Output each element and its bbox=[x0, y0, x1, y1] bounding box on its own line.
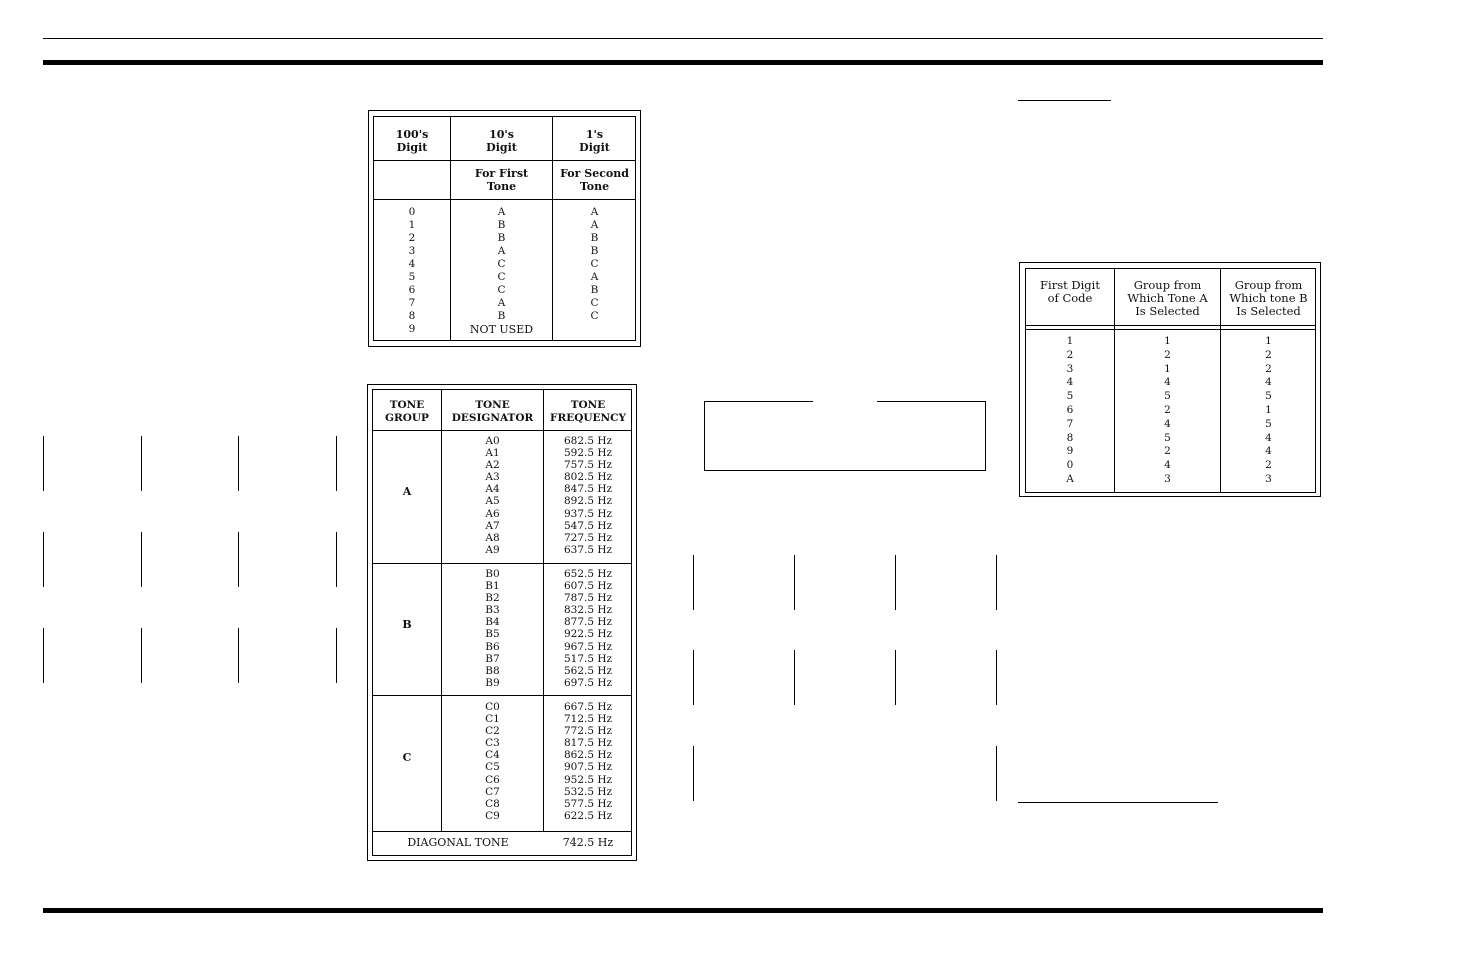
list-item: 4 bbox=[1265, 376, 1272, 389]
list-item: 577.5 Hz bbox=[563, 797, 613, 810]
list-item: A9 bbox=[485, 543, 500, 556]
list-item: 2 bbox=[1164, 348, 1171, 361]
list-item: 967.5 Hz bbox=[563, 640, 613, 653]
list-item: 3 bbox=[408, 245, 416, 257]
list-item: 637.5 Hz bbox=[563, 543, 613, 556]
list-item: B7 bbox=[485, 652, 500, 665]
list-item: 5 bbox=[408, 271, 416, 283]
list-item: A2 bbox=[485, 459, 500, 472]
list-item: B6 bbox=[485, 640, 500, 653]
tone-group-b-label: B bbox=[402, 618, 412, 631]
list-item: 2 bbox=[1164, 403, 1171, 416]
tone-group-c-label: C bbox=[402, 751, 412, 764]
list-item: 727.5 Hz bbox=[563, 531, 613, 544]
list-item: A3 bbox=[485, 471, 500, 484]
list-item: 2 bbox=[1265, 459, 1272, 472]
list-item: 1 bbox=[1265, 335, 1272, 347]
list-item: 757.5 Hz bbox=[563, 459, 613, 472]
list-item: 3 bbox=[1164, 472, 1171, 485]
list-item: C9 bbox=[485, 809, 500, 822]
list-item: B1 bbox=[485, 580, 500, 593]
list-item: A bbox=[590, 271, 599, 283]
list-item: C5 bbox=[485, 761, 500, 774]
list-item: C bbox=[497, 284, 506, 296]
list-item: B4 bbox=[485, 616, 500, 629]
list-item: B bbox=[497, 310, 506, 322]
list-item: 562.5 Hz bbox=[563, 664, 613, 677]
list-item: 517.5 Hz bbox=[563, 652, 613, 665]
list-item: 2 bbox=[1265, 348, 1272, 361]
tone-group-b-designators bbox=[442, 568, 543, 689]
list-item: A6 bbox=[485, 507, 500, 520]
group-col-tone-a bbox=[1115, 335, 1220, 487]
diagonal-tone-label: DIAGONAL TONE bbox=[407, 836, 509, 849]
digit-col-tens bbox=[451, 206, 552, 336]
list-item: B bbox=[590, 284, 599, 296]
list-item: 952.5 Hz bbox=[563, 773, 613, 786]
list-item: C6 bbox=[485, 773, 500, 786]
list-item: 5 bbox=[1164, 390, 1171, 403]
list-item: 0 bbox=[1066, 459, 1074, 472]
group-table bbox=[1019, 262, 1321, 497]
list-item: 862.5 Hz bbox=[563, 749, 613, 762]
list-item: 532.5 Hz bbox=[563, 785, 613, 798]
list-item: 802.5 Hz bbox=[563, 471, 613, 484]
list-item: 4 bbox=[1066, 376, 1074, 389]
list-item: A8 bbox=[485, 531, 500, 544]
list-item: 0 bbox=[408, 206, 416, 218]
list-item: B bbox=[497, 232, 506, 244]
list-item: 5 bbox=[1265, 390, 1272, 403]
digit-subheader-second: For Second Tone bbox=[560, 167, 629, 193]
right-short-rule bbox=[1018, 100, 1111, 101]
list-item: 1 bbox=[1066, 335, 1074, 347]
list-item: 1 bbox=[1164, 335, 1171, 347]
list-item: C4 bbox=[485, 749, 500, 762]
list-item: 892.5 Hz bbox=[563, 495, 613, 508]
list-item: A7 bbox=[485, 519, 500, 532]
digit-table bbox=[368, 110, 641, 347]
bottom-rule-thick bbox=[43, 908, 1323, 913]
digit-col-hundreds bbox=[374, 206, 450, 336]
list-item: 7 bbox=[408, 297, 416, 309]
list-item: C bbox=[590, 258, 599, 270]
list-item: 907.5 Hz bbox=[563, 761, 613, 774]
list-item: 1 bbox=[1164, 362, 1171, 375]
list-item: A1 bbox=[485, 447, 500, 460]
tone-group-c-frequencies bbox=[544, 701, 632, 822]
digit-header-100s: 100's Digit bbox=[395, 128, 429, 154]
tone-group-a-frequencies bbox=[544, 435, 632, 556]
list-item: 772.5 Hz bbox=[563, 725, 613, 738]
list-item: 712.5 Hz bbox=[563, 713, 613, 726]
list-item: A bbox=[497, 245, 506, 257]
list-item: 2 bbox=[1066, 348, 1074, 361]
list-item: 2 bbox=[1164, 445, 1171, 458]
empty-note-box bbox=[704, 401, 986, 471]
list-item: C bbox=[590, 310, 599, 322]
list-item: A bbox=[497, 206, 506, 218]
list-item: B5 bbox=[485, 628, 500, 641]
list-item: B bbox=[497, 219, 506, 231]
list-item: 817.5 Hz bbox=[563, 737, 613, 750]
list-item: 787.5 Hz bbox=[563, 592, 613, 605]
digit-col-ones bbox=[553, 206, 636, 323]
diagonal-tone-frequency: 742.5 Hz bbox=[562, 836, 614, 849]
tone-group-a-designators bbox=[442, 435, 543, 556]
list-item: A0 bbox=[485, 435, 500, 447]
list-item: 6 bbox=[408, 284, 416, 296]
list-item: 682.5 Hz bbox=[563, 435, 613, 447]
list-item: 622.5 Hz bbox=[563, 809, 613, 822]
list-item: A bbox=[590, 206, 599, 218]
list-item: 3 bbox=[1265, 472, 1272, 485]
list-item: 877.5 Hz bbox=[563, 616, 613, 629]
list-item: 4 bbox=[1164, 376, 1171, 389]
list-item: 592.5 Hz bbox=[563, 447, 613, 460]
list-item: 547.5 Hz bbox=[563, 519, 613, 532]
list-item: 5 bbox=[1265, 417, 1272, 430]
list-item: B9 bbox=[485, 676, 500, 689]
list-item: B bbox=[590, 232, 599, 244]
group-header-tone-b: Group from Which tone B Is Selected bbox=[1229, 278, 1308, 318]
tone-group-a-label: A bbox=[402, 485, 412, 498]
tone-header-group: TONE GROUP bbox=[385, 399, 429, 424]
tone-group-b-frequencies bbox=[544, 568, 632, 689]
list-item: 4 bbox=[1164, 417, 1171, 430]
top-rule-thin bbox=[43, 38, 1323, 39]
group-header-first-digit: First Digit of Code bbox=[1040, 278, 1100, 305]
list-item: 7 bbox=[1066, 417, 1074, 430]
list-item: 5 bbox=[1164, 431, 1171, 444]
list-item: 4 bbox=[1164, 459, 1171, 472]
group-header-tone-a: Group from Which Tone A Is Selected bbox=[1127, 278, 1208, 318]
list-item: A bbox=[497, 297, 506, 309]
digit-subheader-first: For First Tone bbox=[474, 167, 529, 193]
list-item: C8 bbox=[485, 797, 500, 810]
list-item: C1 bbox=[485, 713, 500, 726]
list-item: 832.5 Hz bbox=[563, 604, 613, 617]
list-item: 4 bbox=[408, 258, 416, 270]
list-item: 8 bbox=[1066, 431, 1074, 444]
group-col-first-digit bbox=[1026, 335, 1114, 487]
digit-header-10s: 10's Digit bbox=[486, 128, 517, 154]
top-rule-thick bbox=[43, 60, 1323, 65]
list-item: 652.5 Hz bbox=[563, 568, 613, 580]
digit-header-1s: 1's Digit bbox=[579, 128, 610, 154]
list-item: 937.5 Hz bbox=[563, 507, 613, 520]
list-item: C0 bbox=[485, 701, 500, 713]
list-item: 847.5 Hz bbox=[563, 483, 613, 496]
list-item: C3 bbox=[485, 737, 500, 750]
list-item: B2 bbox=[485, 592, 500, 605]
list-item: 2 bbox=[1265, 362, 1272, 375]
tone-header-frequency: TONE FREQUENCY bbox=[550, 399, 626, 424]
list-item: 3 bbox=[1066, 362, 1074, 375]
list-item: 697.5 Hz bbox=[563, 676, 613, 689]
list-item: C bbox=[497, 271, 506, 283]
list-item: A4 bbox=[485, 483, 500, 496]
list-item: A bbox=[1066, 472, 1074, 485]
tone-group-c-designators bbox=[442, 701, 543, 822]
list-item: 1 bbox=[1265, 403, 1272, 416]
list-item: 1 bbox=[408, 219, 416, 231]
list-item: B0 bbox=[485, 568, 500, 580]
list-item: C bbox=[497, 258, 506, 270]
list-item: B8 bbox=[485, 664, 500, 677]
list-item: 667.5 Hz bbox=[563, 701, 613, 713]
list-item: NOT USED bbox=[469, 323, 534, 336]
list-item: 2 bbox=[408, 232, 416, 244]
list-item: 9 bbox=[1066, 445, 1074, 458]
list-item: B3 bbox=[485, 604, 500, 617]
list-item: 6 bbox=[1066, 403, 1074, 416]
list-item: B bbox=[590, 245, 599, 257]
tone-header-designator: TONE DESIGNATOR bbox=[451, 399, 534, 424]
list-item: 4 bbox=[1265, 445, 1272, 458]
right-bottom-rule bbox=[1018, 802, 1218, 803]
list-item: A bbox=[590, 219, 599, 231]
list-item: C bbox=[590, 297, 599, 309]
list-item: 4 bbox=[1265, 431, 1272, 444]
list-item: 9 bbox=[408, 323, 416, 335]
list-item: 8 bbox=[408, 310, 416, 322]
list-item: A5 bbox=[485, 495, 500, 508]
list-item: C7 bbox=[485, 785, 500, 798]
list-item: 607.5 Hz bbox=[563, 580, 613, 593]
list-item: 922.5 Hz bbox=[563, 628, 613, 641]
group-col-tone-b bbox=[1221, 335, 1316, 487]
list-item: 5 bbox=[1066, 390, 1074, 403]
list-item: C2 bbox=[485, 725, 500, 738]
tone-table bbox=[367, 384, 637, 861]
